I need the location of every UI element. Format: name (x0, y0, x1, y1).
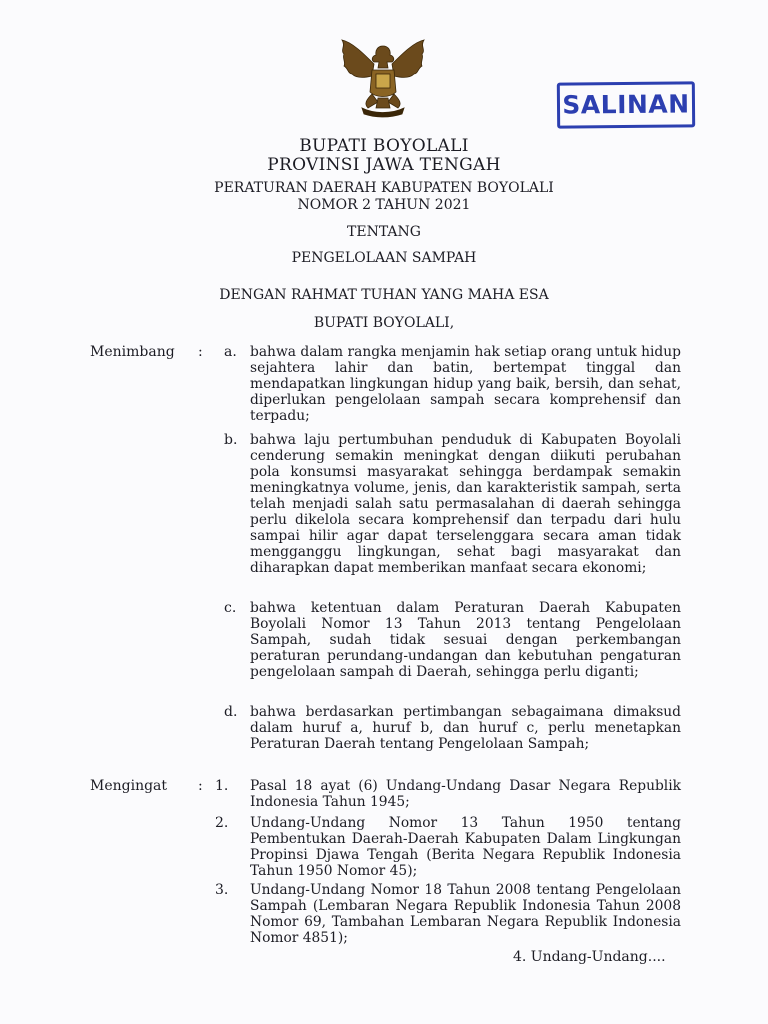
garuda-emblem-icon (334, 36, 432, 120)
mengingat-item-3: Undang-Undang Nomor 18 Tahun 2008 tentang Pengelolaan Sampah (Lembaran Negara Republik Indonesia Tahun 2008 Nomor 69, Tambahan Lembaran Negara Republik Indonesia Nomor 4851); (250, 882, 681, 946)
menimbang-marker-a: a. (224, 344, 237, 360)
issuer: BUPATI BOYOLALI, (313, 315, 455, 331)
regulation-subject: PENGELOLAAN SAMPAH (291, 250, 477, 266)
mengingat-item-1: Pasal 18 ayat (6) Undang-Undang Dasar Negara Republik Indonesia Tahun 1945; (250, 778, 681, 810)
menimbang-marker-d: d. (224, 704, 238, 720)
province-title: PROVINSI JAWA TENGAH (267, 155, 501, 175)
menimbang-marker-b: b. (224, 432, 238, 448)
regent-title: BUPATI BOYOLALI (299, 136, 469, 156)
mengingat-item-2: Undang-Undang Nomor 13 Tahun 1950 tentang Pembentukan Daerah-Daerah Kabupaten Dalam Lingkungan Propinsi Djawa Tengah (Berita Negara Republik Indonesia Tahun 1950 Nomor 45); (250, 815, 681, 879)
menimbang-item-c: bahwa ketentuan dalam Peraturan Daerah Kabupaten Boyolali Nomor 13 Tahun 2013 tentang Pengelolaan Sampah, sudah tidak sesuai dengan perkembangan peraturan perundang-undangan dan kebutuhan pengaturan pengelolaan sampah di Daerah, sehingga perlu diganti; (250, 600, 681, 680)
mengingat-label: Mengingat (90, 778, 168, 794)
menimbang-colon: : (198, 344, 203, 360)
about-heading: TENTANG (347, 224, 421, 240)
regulation-number: NOMOR 2 TAHUN 2021 (297, 197, 471, 213)
salinan-stamp: SALINAN (557, 81, 695, 128)
menimbang-item-a: bahwa dalam rangka menjamin hak setiap orang untuk hidup sejahtera lahir dan batin, bertempat tinggal dan mendapatkan lingkungan hidup yang baik, bersih, dan sehat, diperlukan pengelolaan sampah secara komprehensif dan terpadu; (250, 344, 681, 424)
menimbang-label: Menimbang (90, 344, 175, 360)
mengingat-colon: : (198, 778, 203, 794)
mengingat-marker-1: 1. (215, 778, 229, 794)
regulation-title: PERATURAN DAERAH KABUPATEN BOYOLALI (214, 180, 554, 196)
mengingat-marker-3: 3. (215, 882, 229, 898)
menimbang-item-b: bahwa laju pertumbuhan penduduk di Kabupaten Boyolali cenderung semakin meningkat dengan diikuti perubahan pola konsumsi masyarakat sehingga berdampak semakin meningkatnya volume, jenis, dan karakteristik sampah, serta telah menjadi salah satu permasalahan di daerah sehingga perlu dikelola secara komprehensif dan terpadu dari hulu sampai hilir agar dapat terselenggara secara aman tidak mengganggu lingkungan, sehat bagi masyarakat dan diharapkan dapat memberikan manfaat secara ekonomi; (250, 432, 681, 576)
invocation: DENGAN RAHMAT TUHAN YANG MAHA ESA (219, 287, 549, 303)
continuation-text: 4. Undang-Undang.... (513, 949, 666, 965)
mengingat-marker-2: 2. (215, 815, 229, 831)
menimbang-item-d: bahwa berdasarkan pertimbangan sebagaimana dimaksud dalam huruf a, huruf b, dan huruf c, perlu menetapkan Peraturan Daerah tentang Pengelolaan Sampah; (250, 704, 681, 752)
menimbang-marker-c: c. (224, 600, 237, 616)
